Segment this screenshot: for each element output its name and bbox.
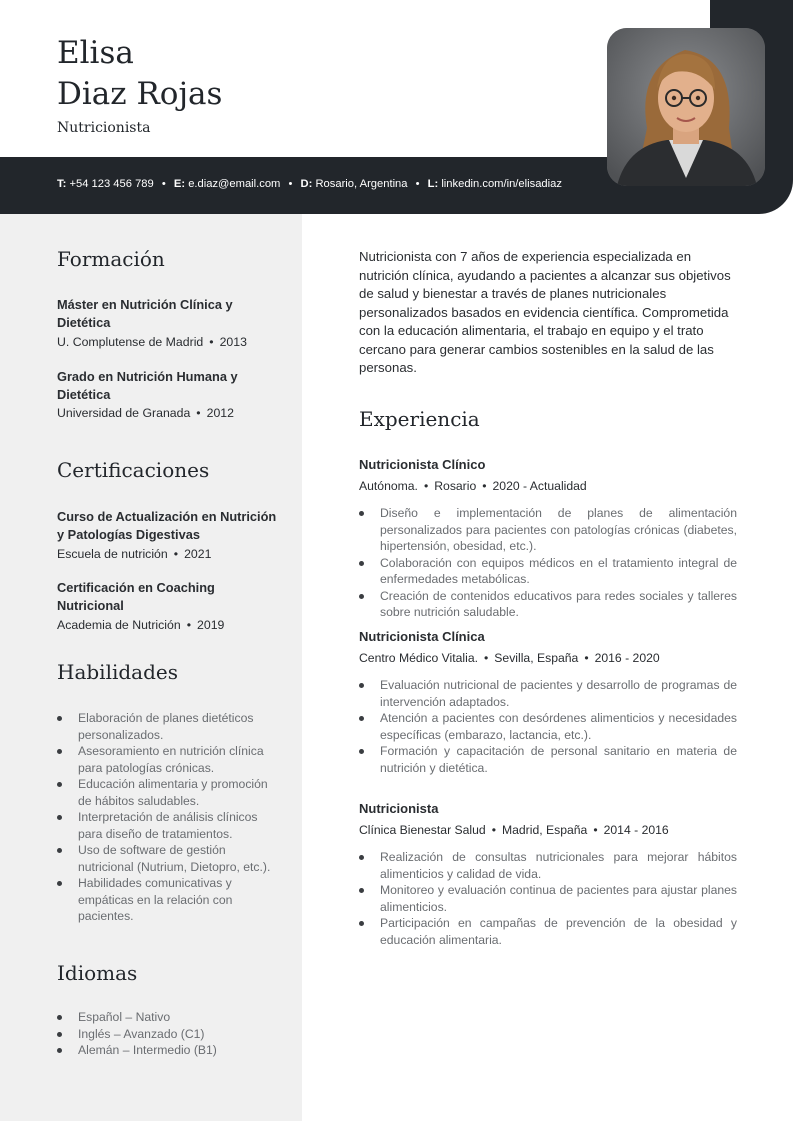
job-duty: Diseño e implementación de planes de alimentación personalizados para pacientes con patologías crónicas (diabetes, hipertensión, obesidad, etc.). [359,505,737,555]
separator: • [482,479,487,493]
education-degree: Máster en Nutrición Clínica y Dietética [57,297,233,330]
separator: • [173,547,179,561]
portrait-image [607,28,765,186]
job-duties [359,505,737,621]
skill-item: Educación alimentaria y promoción de hábitos saludables. [57,776,272,809]
first-name: Elisa [57,35,134,71]
phone-label: T: [57,178,67,190]
job-company: Centro Médico Vitalia. [359,651,479,665]
job-duty: Monitoreo y evaluación continua de pacientes para ajustar planes alimenticios. [359,882,737,915]
linkedin-link[interactable]: linkedin.com/in/elisadiaz [441,178,562,190]
education-school: Universidad de Granada [57,406,191,420]
languages-title: Idiomas [57,961,138,985]
job-period: 2014 - 2016 [603,823,669,837]
job-meta [359,651,660,665]
job-meta [359,479,587,493]
separator: • [161,178,166,190]
separator: • [484,651,489,665]
certifications-title: Certificaciones [57,458,210,482]
job-duties [359,849,737,948]
separator: • [593,823,598,837]
address: Rosario, Argentina [315,178,408,190]
language-item: Alemán – Intermedio (B1) [57,1042,272,1059]
separator: • [209,335,214,349]
job-duty: Evaluación nutricional de pacientes y desarrollo de programas de intervención adaptados. [359,677,737,710]
separator: • [186,618,192,632]
skill-item: Habilidades comunicativas y empáticas en la relación con pacientes. [57,875,272,925]
separator: • [415,178,420,190]
certification-issuer: Academia de Nutrición [57,618,181,632]
languages-list [57,1009,272,1059]
job-duties [359,677,737,776]
separator: • [196,406,201,420]
skills-list [57,710,272,925]
education-school: U. Complutense de Madrid [57,335,204,349]
job-duty: Colaboración con equipos médicos en el tratamiento integral de enfermedades metabólicas. [359,555,737,588]
separator: • [423,479,429,493]
education-year: 2013 [219,335,247,349]
job-company: Autónoma. [359,479,418,493]
job-meta [359,823,669,837]
education-degree: Grado en Nutrición Humana y Dietética [57,369,238,402]
profile-photo [607,28,765,186]
education-year: 2012 [206,406,234,420]
certification-meta [57,546,211,562]
job-location: Madrid, España [501,823,588,837]
skill-item: Uso de software de gestión nutricional (Nutrium, Dietopro, etc.). [57,842,272,875]
contact-info [57,178,562,190]
job-company: Clínica Bienestar Salud [359,823,486,837]
phone[interactable]: +54 123 456 789 [69,178,154,190]
experience-title: Experiencia [359,407,480,431]
certification-name: Certificación en Coaching Nutricional [57,580,215,613]
job-title: Nutricionista Clínica [359,629,485,644]
skill-item: Elaboración de planes dietéticos personalizados. [57,710,272,743]
profile-summary: Nutricionista con 7 años de experiencia especializada en nutrición clínica, ayudando a pacientes a alcanzar sus objetivos de salud y bienestar a través de planes nutricionales personalizados basados en evidencia científica. Comprometida con la educación alimentaria, el trabajo en equipo y el trato cercano para generar cambios sostenibles en la salud de las personas. [359,249,731,375]
linkedin-label: L: [427,178,439,190]
email[interactable]: e.diaz@email.com [188,178,281,190]
certification-meta [57,617,224,633]
skill-item: Asesoramiento en nutrición clínica para patologías crónicas. [57,743,272,776]
certification-name: Curso de Actualización en Nutrición y Patologías Digestivas [57,509,277,542]
education-meta [57,405,234,421]
last-name: Diaz Rojas [57,76,223,112]
certification-issuer: Escuela de nutrición [57,547,168,561]
email-label: E: [173,178,186,190]
job-period: 2016 - 2020 [594,651,660,665]
certification-year: 2021 [184,547,212,561]
language-item: Español – Nativo [57,1009,272,1026]
job-title: Nutricionista Clínico [359,457,486,472]
separator: • [491,823,496,837]
job-location: Sevilla, España [494,651,579,665]
job-title: Nutricionista [359,801,439,816]
job-duty: Formación y capacitación de personal sanitario en materia de nutrición y dietética. [359,743,737,776]
job-location: Rosario [434,479,477,493]
full-name [57,33,222,115]
job-period: 2020 - Actualidad [492,479,587,493]
certification-year: 2019 [197,618,225,632]
job-duty: Creación de contenidos educativos para redes sociales y talleres sobre nutrición saludable. [359,588,737,621]
address-label: D: [300,178,313,190]
job-role: Nutricionista [57,120,151,136]
separator: • [288,178,293,190]
job-duty: Atención a pacientes con desórdenes alimenticios y necesidades específicas (embarazo, lactancia, etc.). [359,710,737,743]
separator: • [584,651,589,665]
language-item: Inglés – Avanzado (C1) [57,1026,272,1043]
job-duty: Participación en campañas de prevención de la obesidad y educación alimentaria. [359,915,737,948]
skill-item: Interpretación de análisis clínicos para diseño de tratamientos. [57,809,272,842]
skills-title: Habilidades [57,660,178,684]
job-duty: Realización de consultas nutricionales para mejorar hábitos alimenticios y calidad de vida. [359,849,737,882]
education-title: Formación [57,247,165,271]
education-meta [57,334,247,350]
